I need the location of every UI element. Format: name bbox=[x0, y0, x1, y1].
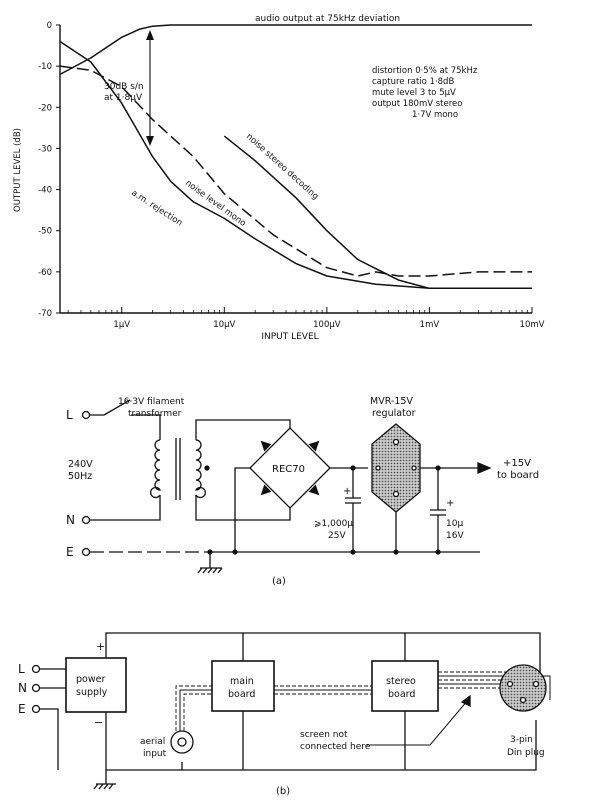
frequency-response-graph bbox=[13, 14, 545, 342]
screen-note-leader bbox=[366, 700, 468, 745]
y-tick-label: -70 bbox=[38, 309, 52, 319]
output-voltage: +15V bbox=[503, 458, 531, 469]
cap1-voltage: 25V bbox=[328, 531, 346, 541]
din-plug bbox=[500, 665, 546, 711]
y-tick-label: -20 bbox=[38, 103, 52, 114]
wiring-terminal-l-label: L bbox=[18, 662, 25, 676]
wiring-terminal-e-label: E bbox=[18, 702, 26, 716]
din-label-line2: Din plug bbox=[507, 748, 545, 758]
psu-plus: + bbox=[96, 640, 106, 653]
din-pin-2 bbox=[534, 682, 539, 687]
x-axis-ticks bbox=[68, 307, 545, 330]
terminal-e-label: E bbox=[66, 545, 74, 559]
psu-box-label-line1: power bbox=[76, 674, 106, 685]
ground-junction-3 bbox=[351, 550, 355, 554]
output-destination: to board bbox=[497, 470, 540, 481]
sn-label-line2: at 1·8µV bbox=[104, 93, 143, 103]
secondary-bottom-wire bbox=[196, 495, 290, 520]
negative-drops bbox=[182, 711, 405, 770]
aerial-socket bbox=[171, 731, 193, 753]
screen-note-line1: screen not bbox=[300, 730, 348, 740]
stereo-board-label-line1: stereo bbox=[386, 676, 416, 687]
mains-frequency: 50Hz bbox=[68, 471, 93, 482]
mains-voltage: 240V bbox=[68, 459, 93, 470]
regulator-label-line2: regulator bbox=[372, 408, 416, 419]
x-tick-label: 1mV bbox=[419, 320, 440, 330]
y-axis-title: OUTPUT LEVEL (dB) bbox=[13, 128, 23, 212]
terminal-n bbox=[83, 517, 90, 524]
y-axis-ticks bbox=[38, 21, 60, 319]
x-tick-label: 10mV bbox=[519, 320, 545, 330]
aerial-label-line2: input bbox=[143, 749, 167, 759]
regulator-pin-in bbox=[376, 466, 380, 470]
cap1-value: ⩾1,000µ bbox=[314, 519, 354, 529]
transformer-primary bbox=[151, 440, 160, 498]
wiring-terminal-e bbox=[33, 706, 40, 713]
y-tick-label: -60 bbox=[38, 267, 52, 278]
spec-distortion: distortion 0·5% at 75kHz bbox=[372, 66, 478, 76]
power-supply-box bbox=[66, 658, 126, 712]
aerial-label-line1: aerial bbox=[140, 737, 166, 747]
x-tick-label: 100µV bbox=[313, 320, 341, 330]
spec-mute-level: mute level 3 to 5µV bbox=[372, 88, 456, 98]
regulator-hole-top bbox=[394, 440, 399, 445]
y-tick-label: -30 bbox=[38, 144, 52, 155]
earth-lead bbox=[40, 709, 58, 770]
capacitor-10u bbox=[430, 468, 446, 552]
terminal-n-label: N bbox=[66, 513, 75, 527]
terminal-l bbox=[83, 412, 90, 419]
wiring-terminal-n bbox=[33, 685, 40, 692]
mains-leads bbox=[40, 669, 66, 688]
ground-junction-2 bbox=[233, 550, 237, 554]
sn-label-line1: 30dB s/n bbox=[104, 82, 144, 92]
neutral-wire bbox=[90, 495, 160, 520]
regulator-label-line1: MVR-15V bbox=[370, 396, 413, 407]
secondary-top-wire bbox=[196, 420, 290, 440]
cap2-voltage: 16V bbox=[446, 531, 464, 541]
audio-output-curve-label: audio output at 75kHz deviation bbox=[255, 14, 401, 24]
chassis-ground-symbol bbox=[198, 552, 222, 573]
noise-stereo-label: noise stereo decoding bbox=[243, 131, 321, 202]
x-axis-title: INPUT LEVEL bbox=[261, 332, 319, 342]
transformer-label-line2: transformer bbox=[128, 409, 182, 419]
negative-rail-link bbox=[235, 468, 250, 552]
screen-note-line2: connected here bbox=[300, 742, 371, 752]
wiring-diagram bbox=[18, 633, 550, 797]
wiring-ground-symbol bbox=[94, 770, 116, 789]
x-tick-label: 10µV bbox=[213, 320, 236, 330]
main-board-label-line1: main bbox=[230, 676, 254, 687]
centre-tap bbox=[205, 466, 209, 470]
din-label-line1: 3-pin bbox=[510, 735, 533, 745]
cap2-plus: + bbox=[446, 498, 455, 509]
terminal-e bbox=[83, 549, 90, 556]
wiring-terminal-l bbox=[33, 666, 40, 673]
caption-b: (b) bbox=[276, 786, 291, 797]
caption-a: (a) bbox=[272, 576, 286, 587]
wiring-terminal-n-label: N bbox=[18, 681, 27, 695]
y-tick-label: -10 bbox=[38, 62, 52, 73]
noise-mono-curve bbox=[60, 42, 532, 289]
rectifier-label: REC70 bbox=[272, 464, 305, 475]
noise-mono-label: noise level mono bbox=[183, 178, 248, 229]
aerial-screen bbox=[176, 686, 212, 731]
psu-minus: − bbox=[94, 716, 104, 729]
x-tick-label: 1µV bbox=[113, 320, 131, 330]
regulator-hole-bottom bbox=[394, 492, 399, 497]
positive-drops bbox=[243, 633, 405, 661]
y-tick-label: -40 bbox=[38, 185, 52, 196]
spec-capture-ratio: capture ratio 1·8dB bbox=[372, 77, 455, 87]
capacitor-1000u bbox=[345, 468, 361, 552]
cap2-value: 10µ bbox=[446, 519, 464, 529]
din-pin-3 bbox=[521, 698, 526, 703]
regulator-pin-out bbox=[412, 466, 416, 470]
spec-output-stereo: output 180mV stereo bbox=[372, 99, 463, 109]
spec-output-mono: 1·7V mono bbox=[412, 110, 459, 120]
transformer-secondary bbox=[196, 440, 205, 498]
ground-junction-5 bbox=[436, 550, 440, 554]
y-tick-label: 0 bbox=[46, 21, 52, 31]
ground-junction-4 bbox=[394, 550, 398, 554]
output-arrow bbox=[478, 463, 490, 473]
am-rejection-label: a.m. rejection bbox=[129, 188, 185, 229]
stereo-board-label-line2: board bbox=[388, 689, 416, 700]
transformer-label-line1: 16·3V filament bbox=[118, 397, 185, 407]
graph-curves bbox=[60, 25, 532, 288]
main-board-label-line2: board bbox=[228, 689, 256, 700]
cap1-plus: + bbox=[343, 486, 352, 497]
sn-arrow-head-bottom bbox=[146, 136, 154, 146]
power-supply-circuit bbox=[66, 396, 539, 587]
positive-supply-rail bbox=[106, 633, 540, 678]
aerial-socket-inner bbox=[178, 738, 186, 746]
y-tick-label: -50 bbox=[38, 226, 52, 237]
screen-note-arrowhead bbox=[462, 696, 470, 706]
sn-arrow-head-top bbox=[146, 30, 154, 40]
din-pin-1 bbox=[508, 682, 513, 687]
terminal-l-label: L bbox=[66, 408, 73, 422]
psu-box-label-line2: supply bbox=[76, 687, 108, 698]
aerial-core-wire bbox=[180, 690, 212, 731]
